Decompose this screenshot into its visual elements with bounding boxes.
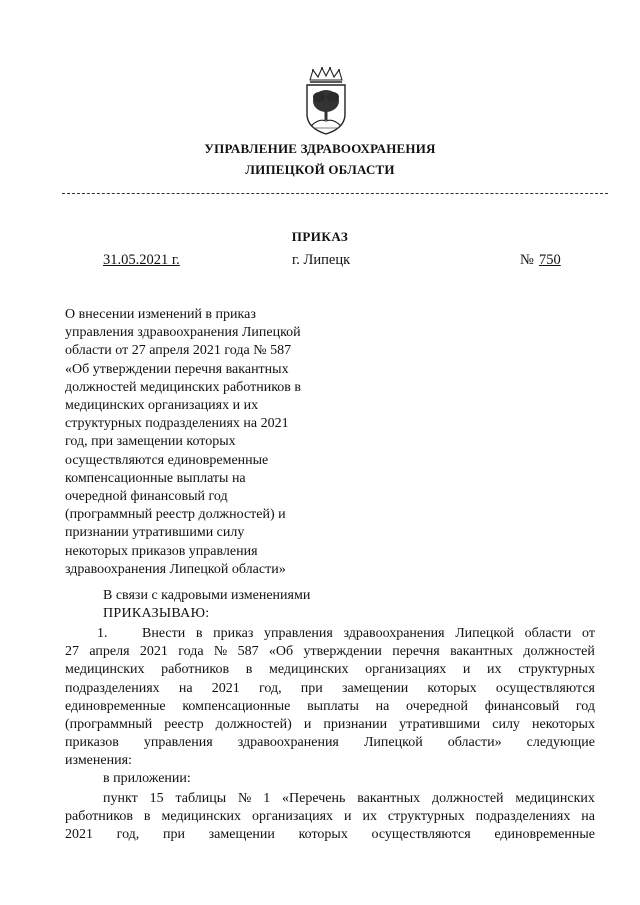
paragraph-2	[65, 790, 595, 845]
paragraph-line: пункт 15 таблицы № 1 «Перечень вакантных должностей медицинских	[103, 791, 595, 806]
org-name-line-2: ЛИПЕЦКОЙ ОБЛАСТИ	[245, 162, 395, 177]
document-city: г. Липецк	[292, 252, 351, 268]
intro-text: В связи с кадровыми изменениями	[103, 588, 311, 603]
subject-line: некоторых приказов управления	[65, 543, 258, 559]
org-name-line-1: УПРАВЛЕНИЕ ЗДРАВООХРАНЕНИЯ	[204, 141, 436, 156]
subject-line: признании утратившими силу	[65, 525, 245, 541]
subject-line: управления здравоохранения Липецкой	[65, 325, 301, 341]
subject-line: «Об утверждении перечня вакантных	[65, 361, 289, 377]
subject-line: должностей медицинских работников в	[65, 379, 302, 395]
subject-line: осуществляются единовременные	[65, 452, 269, 468]
paragraph-line: (программный реестр должностей) и признании утратившими силу некоторых	[65, 717, 595, 733]
document-type: ПРИКАЗ	[291, 229, 349, 244]
document-date: 31.05.2021 г.	[103, 252, 180, 268]
subject-line: компенсационные выплаты на	[65, 470, 246, 486]
subject-line: структурных подразделениях на 2021	[65, 416, 289, 432]
subject-line: О внесении изменений в приказ	[65, 307, 256, 322]
paragraph-line: подразделениях на 2021 год, при замещении которых осуществляются	[65, 680, 595, 696]
order-word: ПРИКАЗЫВАЮ:	[103, 606, 210, 621]
subject-line: год, при замещении которых	[65, 434, 236, 450]
document-subject	[65, 306, 365, 579]
paragraph-line: работников в медицинских организациях и их структурных подразделениях на	[65, 809, 595, 825]
subject-line: очередной финансовый год	[65, 489, 228, 505]
paragraph-line: единовременные компенсационные выплаты на очередной финансовый год	[65, 698, 595, 714]
paragraph-line: приказов управления здравоохранения Липецкой области» следующие	[65, 735, 595, 751]
subject-line: области от 27 апреля 2021 года № 587	[65, 343, 292, 359]
paragraph-line: Внести в приказ управления здравоохранения Липецкой области от	[142, 626, 595, 641]
paragraph-line: 2021 год, при замещении которых осуществляются единовременные	[65, 827, 595, 843]
header-divider	[62, 193, 608, 194]
paragraph-line: медицинских работников в медицинских организациях и их структурных	[65, 662, 595, 678]
paragraph-line: 27 апреля 2021 года № 587 «Об утверждении перечня вакантных должностей	[65, 644, 595, 660]
paragraph-1	[65, 625, 595, 771]
paragraph-1-number: 1.	[97, 626, 108, 641]
paragraph-line: изменения:	[65, 753, 132, 769]
lipetsk-coat-of-arms-icon	[301, 66, 351, 136]
document-number: 750	[539, 252, 561, 268]
subject-line: медицинских организациях и их	[65, 398, 259, 414]
subject-line: (программный реестр должностей) и	[65, 507, 286, 523]
annex-label: в приложении:	[103, 771, 191, 786]
document-number-label: №	[520, 252, 534, 268]
subject-line: здравоохранения Липецкой области»	[65, 561, 286, 577]
